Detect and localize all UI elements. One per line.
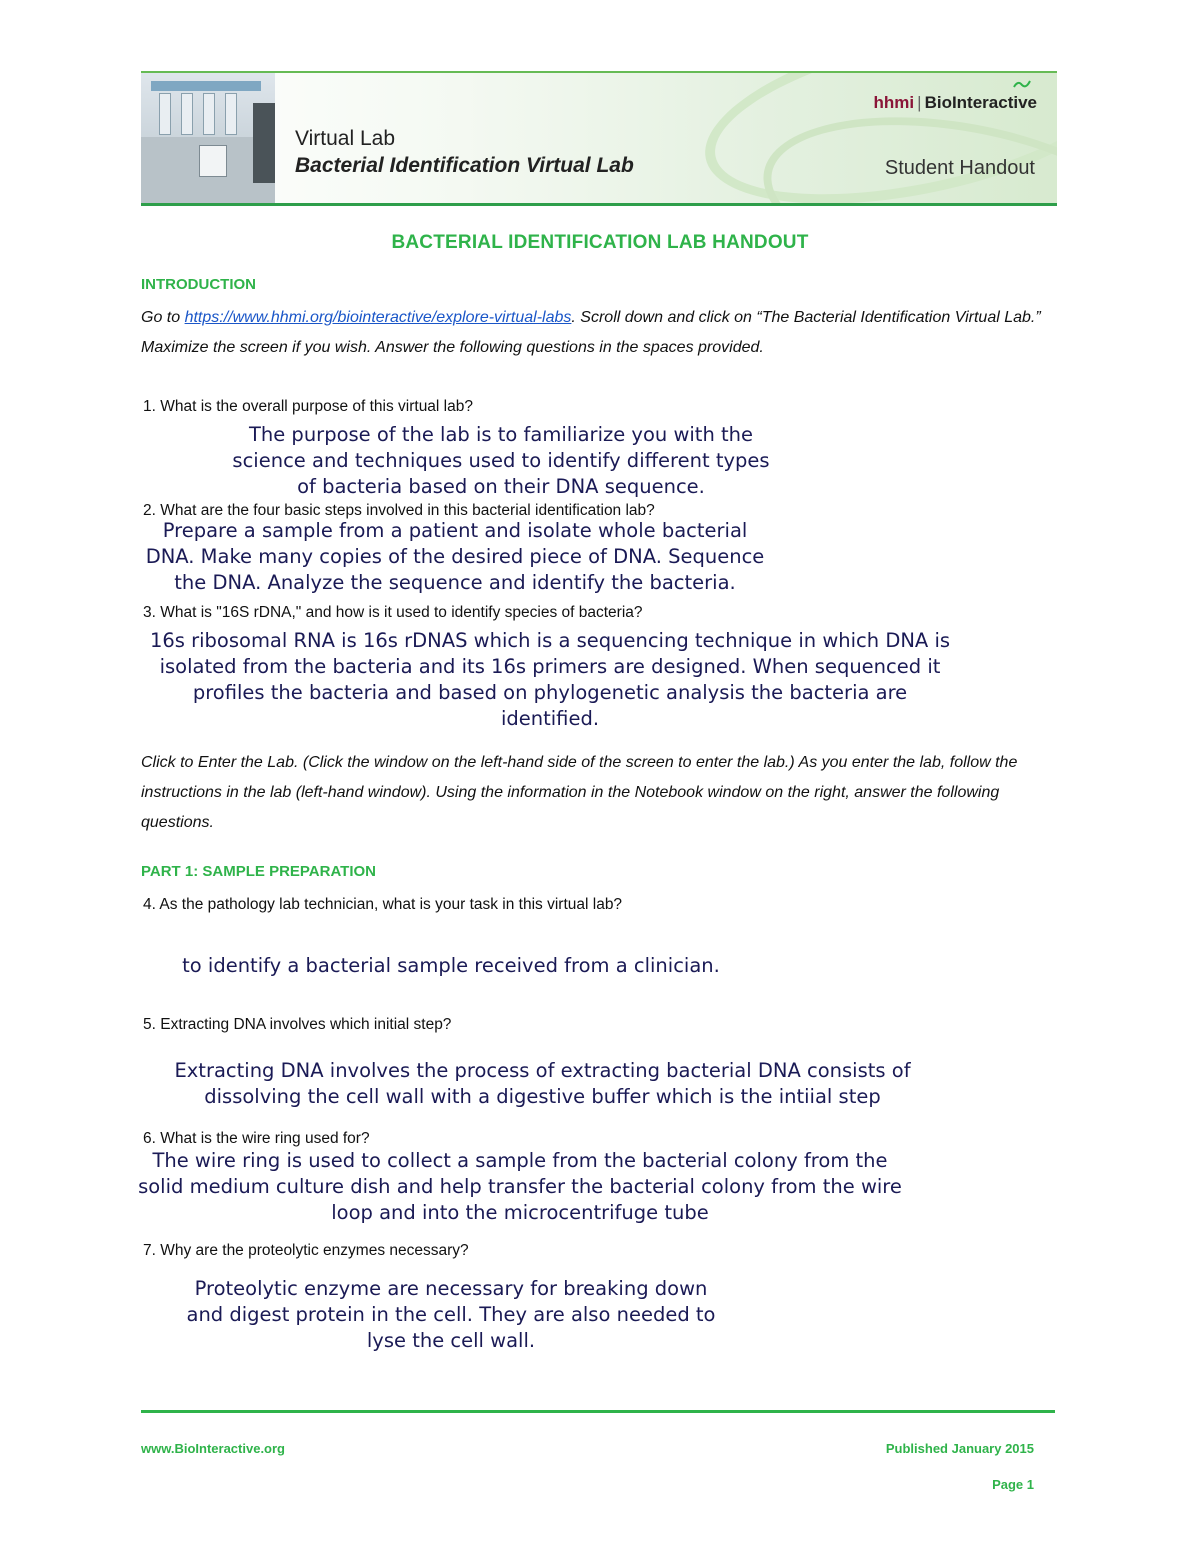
answer-1: The purpose of the lab is to familiarize you with the science and techniques used to identify different types of bacteria based on their DNA sequence.: [232, 423, 770, 498]
answer-4: to identify a bacterial sample received from a clinician.: [182, 954, 720, 977]
page-number: Page 1: [992, 1477, 1034, 1492]
footer-divider: [141, 1410, 1055, 1413]
instructions-paragraph: Click to Enter the Lab. (Click the window on the left-hand side of the screen to enter the lab.) As you enter the lab, follow the instructions in the lab (left-hand window). Using the information in the Notebook window on the right, answer the following questions.: [141, 754, 1018, 831]
section-heading-part1: PART 1: SAMPLE PREPARATION: [141, 863, 377, 880]
question-7: 7. Why are the proteolytic enzymes necessary?: [143, 1242, 469, 1259]
header-banner: [141, 71, 1057, 206]
section-heading-introduction: INTRODUCTION: [141, 276, 256, 293]
footer-website: www.BioInteractive.org: [141, 1441, 285, 1456]
question-2: 2. What are the four basic steps involved in this bacterial identification lab?: [143, 502, 655, 519]
lab-title: Bacterial Identification Virtual Lab: [295, 154, 634, 177]
logo-mark-icon: [1013, 79, 1031, 89]
virtual-lab-label: Virtual Lab: [295, 127, 396, 150]
hhmi-biointeractive-logo: hhmi | BioInteractive: [873, 93, 1037, 112]
question-6: 6. What is the wire ring used for?: [143, 1130, 370, 1147]
question-4: 4. As the pathology lab technician, what is your task in this virtual lab?: [143, 896, 623, 913]
page-title: BACTERIAL IDENTIFICATION LAB HANDOUT: [391, 232, 809, 253]
answer-5: Extracting DNA involves the process of extracting bacterial DNA consists of dissolving the cell wall with a digestive buffer which is the intiial step: [174, 1059, 911, 1108]
answer-2: Prepare a sample from a patient and isolate whole bacterial DNA. Make many copies of the desired piece of DNA. Sequence the DNA. Analyze the sequence and identify the bacteria.: [145, 519, 765, 594]
virtual-labs-link[interactable]: https://www.hhmi.org/biointeractive/explore-virtual-labs: [184, 309, 572, 326]
handout-type: Student Handout: [884, 157, 1035, 179]
answer-3: 16s ribosomal RNA is 16s rDNAS which is a sequencing technique in which DNA is isolated from the bacteria and its 16s primers are designed. When sequenced it profiles the bacteria and based on phylogenetic analysis the bacteria are identified.: [149, 629, 951, 730]
answer-7: Proteolytic enzyme are necessary for breaking down and digest protein in the cell. They are also needed to lyse the cell wall.: [186, 1277, 716, 1352]
lab-illustration: [141, 73, 275, 203]
question-5: 5. Extracting DNA involves which initial step?: [143, 1016, 452, 1033]
footer-published: Published January 2015: [885, 1441, 1034, 1456]
question-1: 1. What is the overall purpose of this virtual lab?: [143, 398, 473, 415]
answer-6: The wire ring is used to collect a sample from the bacterial colony from the solid medium culture dish and help transfer the bacterial colony from the wire loop and into the microcentrifuge tube: [138, 1149, 902, 1224]
intro-paragraph: Go to https://www.hhmi.org/biointeractive/explore-virtual-labs. Scroll down and click on “The Bacterial Identification Virtual Lab.” Maximize the screen if you wish. Answer the following questions in the spaces provided.: [141, 309, 1041, 356]
question-3: 3. What is "16S rDNA," and how is it used to identify species of bacteria?: [143, 604, 643, 621]
